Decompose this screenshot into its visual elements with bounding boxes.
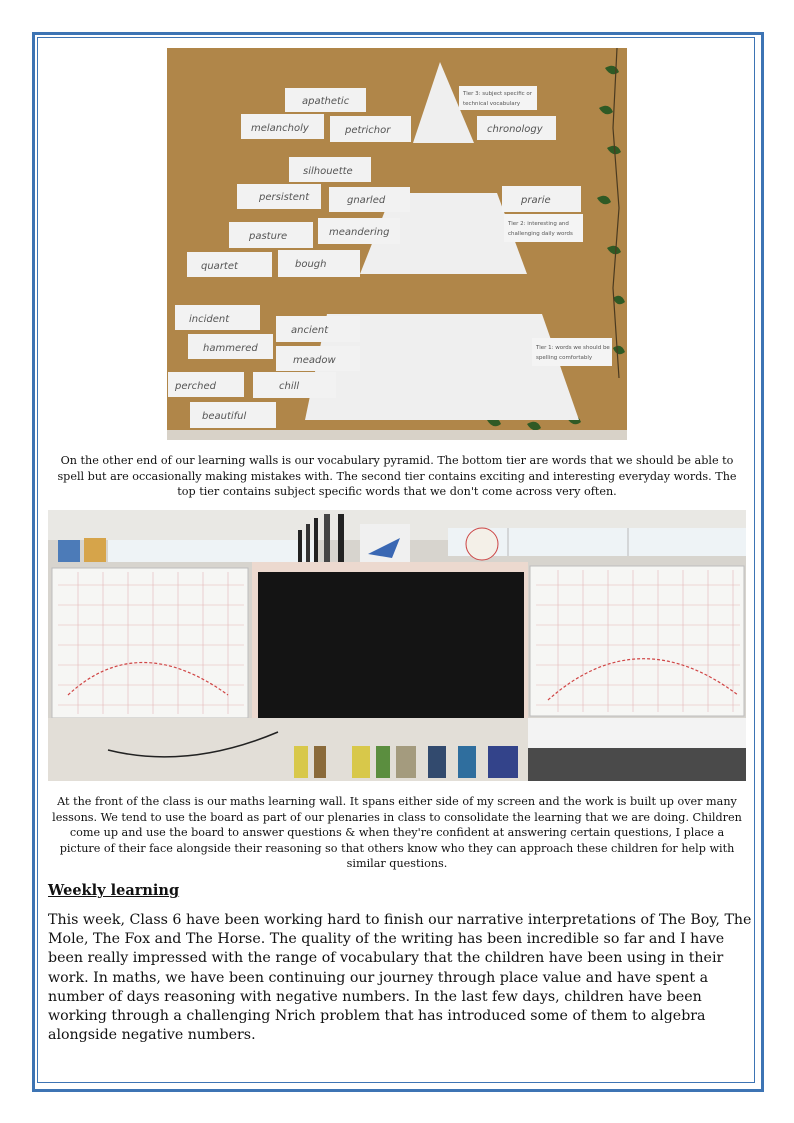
top-tier-note-line-1: Tier 3: subject specific or — [463, 91, 533, 97]
maths-wall-caption: At the front of the class is our maths learning wall. It spans either side of my screen and the work is built up over many lessons. We tend to use the board as part of our plenaries in class to consolidate the learning that we are doing. Children come up and use the board to answer questions & when they're confident at answering certain questions, I place a picture of their face alongside their reasoning so that others know who they can approach these children for help with similar questions. — [52, 795, 742, 870]
word-card-chronology: chronology — [487, 124, 543, 135]
word-card-incident: incident — [189, 314, 230, 325]
word-card-meandering: meandering — [329, 227, 390, 238]
word-card-hammered: hammered — [203, 343, 258, 354]
word-card-pasture: pasture — [249, 231, 288, 242]
weekly-learning-body: This week, Class 6 have been working hard to finish our narrative interpretations of The Boy, The Mole, The Fox and The Horse. The quality of the writing has been incredible so far and I have been really impressed with the range of vocabulary that the children have been using in their work. In maths, we have been continuing our journey through place value and have spent a number of days reasoning with negative numbers. In the last few days, children have been working through a challenging Nrich problem that has introduced some of them to algebra alongside negative numbers. — [48, 912, 752, 1044]
word-card-silhouette: silhouette — [303, 166, 353, 177]
word-card-chill: chill — [279, 381, 300, 392]
word-card-petrichor: petrichor — [345, 125, 391, 136]
vocabulary-pyramid-caption: On the other end of our learning walls is our vocabulary pyramid. The bottom tier are words that we should be able to spell but are occasionally making mistakes with. The second tier contains exciting and interesting everyday words. The top tier contains subject specific words that we don't come across very often. — [57, 454, 737, 498]
word-card-apathetic: apathetic — [302, 96, 350, 107]
top-tier-note-line-2: technical vocabulary — [463, 101, 521, 107]
word-card-bough: bough — [295, 259, 327, 270]
word-card-persistent: persistent — [259, 192, 310, 203]
weekly-learning-heading: Weekly learning — [48, 882, 180, 899]
word-card-beautiful: beautiful — [202, 411, 247, 422]
bottom-tier-note-line-2: spelling comfortably — [536, 355, 593, 361]
word-card-meadow: meadow — [293, 355, 336, 366]
word-card-quartet: quartet — [201, 261, 238, 272]
bottom-tier-note-line-1: Tier 1: words we should be — [536, 345, 610, 351]
middle-tier-note-line-2: challenging daily words — [508, 231, 573, 237]
word-card-prarie: prarie — [521, 195, 551, 206]
middle-tier-note-line-1: Tier 2: interesting and — [508, 221, 569, 227]
word-card-perched: perched — [175, 381, 216, 392]
word-card-melancholy: melancholy — [251, 123, 309, 134]
word-card-gnarled: gnarled — [347, 195, 386, 206]
maths-learning-wall-photo — [48, 510, 746, 781]
word-card-ancient: ancient — [291, 325, 329, 336]
vocabulary-pyramid-photo — [167, 48, 627, 440]
